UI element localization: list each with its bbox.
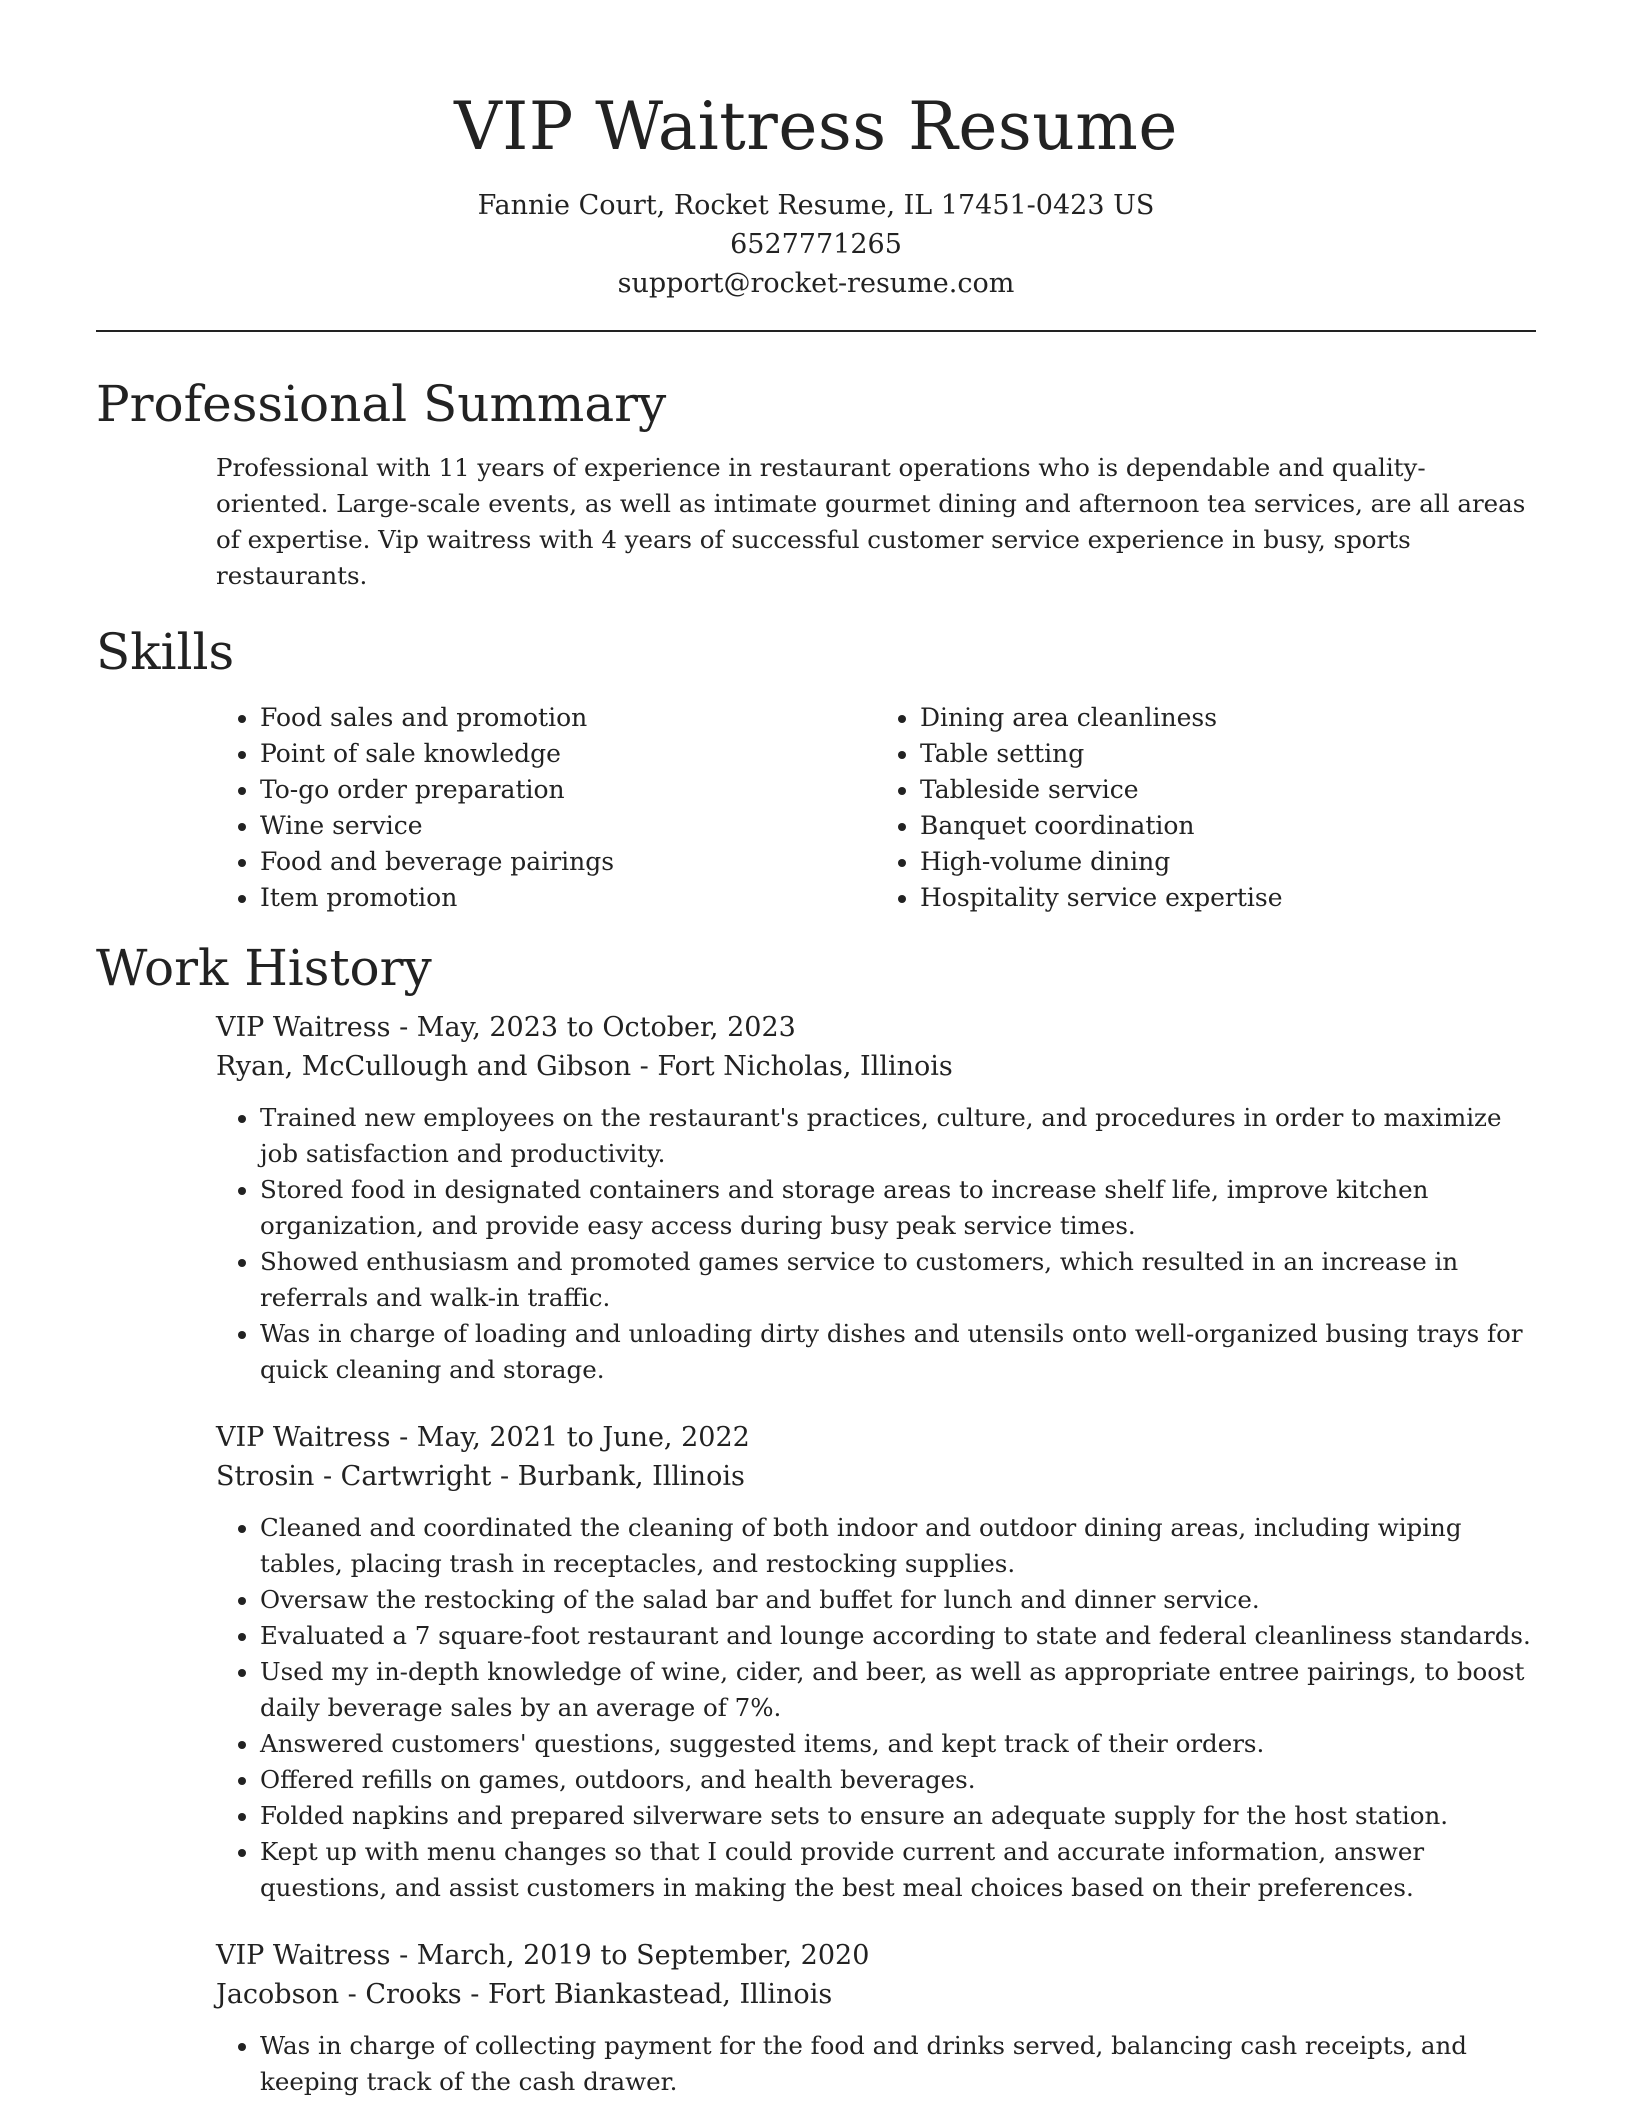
- job-bullet: • Stored food in designated containers and storage areas to increase shelf life, improve kitchen organization, and provide easy access during busy peak service times.: [260, 1172, 1536, 1244]
- contact-phone: 6527771265: [730, 229, 902, 260]
- job-bullets: [216, 1100, 1536, 1388]
- job-title: VIP Waitress: [216, 1422, 391, 1453]
- skill-item: • Point of sale knowledge: [260, 736, 876, 772]
- job-title-line: VIP Waitress - March, 2019 to September, 2020: [216, 1940, 870, 1971]
- skill-item: • Banquet coordination: [920, 808, 1536, 844]
- skill-item: • Hospitality service expertise: [920, 880, 1536, 916]
- job-bullet: • Cleaned and coordinated the cleaning of both indoor and outdoor dining areas, including wiping tables, placing trash in receptacles, and restocking supplies.: [260, 1510, 1536, 1582]
- job-title: VIP Waitress: [216, 1940, 391, 1971]
- professional-summary-section: [96, 372, 1536, 594]
- job-title-line: VIP Waitress - May, 2023 to October, 2023: [216, 1012, 796, 1043]
- job-bullets: [216, 2028, 1536, 2100]
- job-bullet: • Evaluated a 7 square-foot restaurant and lounge according to state and federal cleanliness standards.: [260, 1618, 1536, 1654]
- summary-heading: Professional Summary: [96, 375, 667, 433]
- skill-item: • Table setting: [920, 736, 1536, 772]
- job-company: Ryan, McCullough and Gibson: [216, 1051, 632, 1082]
- job-dates: May, 2023 to October, 2023: [416, 1012, 796, 1043]
- contact-email: support@rocket-resume.com: [617, 268, 1015, 299]
- job-bullet: • Trained new employees on the restaurant's practices, culture, and procedures in order to maximize job satisfaction and productivity.: [260, 1100, 1536, 1172]
- job-bullet: • Offered refills on games, outdoors, and health beverages.: [260, 1762, 1536, 1798]
- resume-title: VIP Waitress Resume: [454, 88, 1178, 165]
- job-bullet: • Used my in-depth knowledge of wine, cider, and beer, as well as appropriate entree pairings, to boost daily beverage sales by an average of 7%.: [260, 1654, 1536, 1726]
- job-bullet: • Answered customers' questions, suggested items, and kept track of their orders.: [260, 1726, 1536, 1762]
- contact-block: [96, 186, 1536, 303]
- job-bullet: • Was in charge of loading and unloading dirty dishes and utensils onto well-organized busing trays for quick cleaning and storage.: [260, 1316, 1536, 1388]
- job-company: Strosin - Cartwright: [216, 1461, 492, 1492]
- skill-item: • Tableside service: [920, 772, 1536, 808]
- resume-page: [96, 0, 1536, 2100]
- job-dates: March, 2019 to September, 2020: [416, 1940, 870, 1971]
- skills-heading: Skills: [96, 623, 235, 681]
- job-location: Fort Nicholas, Illinois: [657, 1051, 953, 1082]
- job-bullet: • Kept up with menu changes so that I could provide current and accurate information, answer questions, and assist customers in making the best meal choices based on their preferences.: [260, 1834, 1536, 1906]
- job-entry: [216, 1936, 1536, 2100]
- skill-item: • High-volume dining: [920, 844, 1536, 880]
- job-title-line: VIP Waitress - May, 2021 to June, 2022: [216, 1422, 750, 1453]
- work-history-section: [96, 936, 1536, 2100]
- work-history-heading: Work History: [96, 939, 432, 997]
- job-company-line: Strosin - Cartwright - Burbank, Illinois: [216, 1461, 745, 1492]
- skills-section: [96, 620, 1536, 916]
- job-entry: [216, 1418, 1536, 1906]
- header-divider: [96, 330, 1536, 332]
- skills-column-left: [216, 700, 876, 916]
- job-location: Fort Biankastead, Illinois: [487, 1979, 833, 2010]
- job-company-line: Ryan, McCullough and Gibson - Fort Nicholas, Illinois: [216, 1051, 953, 1082]
- skills-grid: [216, 700, 1536, 916]
- job-bullet: • Folded napkins and prepared silverware sets to ensure an adequate supply for the host station.: [260, 1798, 1536, 1834]
- skill-item: • To-go order preparation: [260, 772, 876, 808]
- job-bullet: • Was in charge of collecting payment for the food and drinks served, balancing cash receipts, and keeping track of the cash drawer.: [260, 2028, 1536, 2100]
- skill-item: • Food and beverage pairings: [260, 844, 876, 880]
- job-bullets: [216, 1510, 1536, 1906]
- job-title: VIP Waitress: [216, 1012, 391, 1043]
- contact-address: Fannie Court, Rocket Resume, IL 17451-0423 US: [477, 190, 1155, 221]
- skills-column-right: [876, 700, 1536, 916]
- summary-text: Professional with 11 years of experience in restaurant operations who is dependable and quality-oriented. Large-scale events, as well as intimate gourmet dining and afternoon tea services, are all areas of expertise. Vip waitress with 4 years of successful customer service experience in busy, sports restaurants.: [216, 453, 1526, 590]
- skill-item: • Wine service: [260, 808, 876, 844]
- skill-item: • Food sales and promotion: [260, 700, 876, 736]
- job-location: Burbank, Illinois: [517, 1461, 745, 1492]
- job-bullet: • Oversaw the restocking of the salad bar and buffet for lunch and dinner service.: [260, 1582, 1536, 1618]
- job-company-line: Jacobson - Crooks - Fort Biankastead, Illinois: [216, 1979, 833, 2010]
- skill-item: • Item promotion: [260, 880, 876, 916]
- skill-item: • Dining area cleanliness: [920, 700, 1536, 736]
- job-bullet: • Showed enthusiasm and promoted games service to customers, which resulted in an increase in referrals and walk-in traffic.: [260, 1244, 1536, 1316]
- job-company: Jacobson - Crooks: [216, 1979, 462, 2010]
- job-dates: May, 2021 to June, 2022: [416, 1422, 750, 1453]
- job-entry: [216, 1008, 1536, 1388]
